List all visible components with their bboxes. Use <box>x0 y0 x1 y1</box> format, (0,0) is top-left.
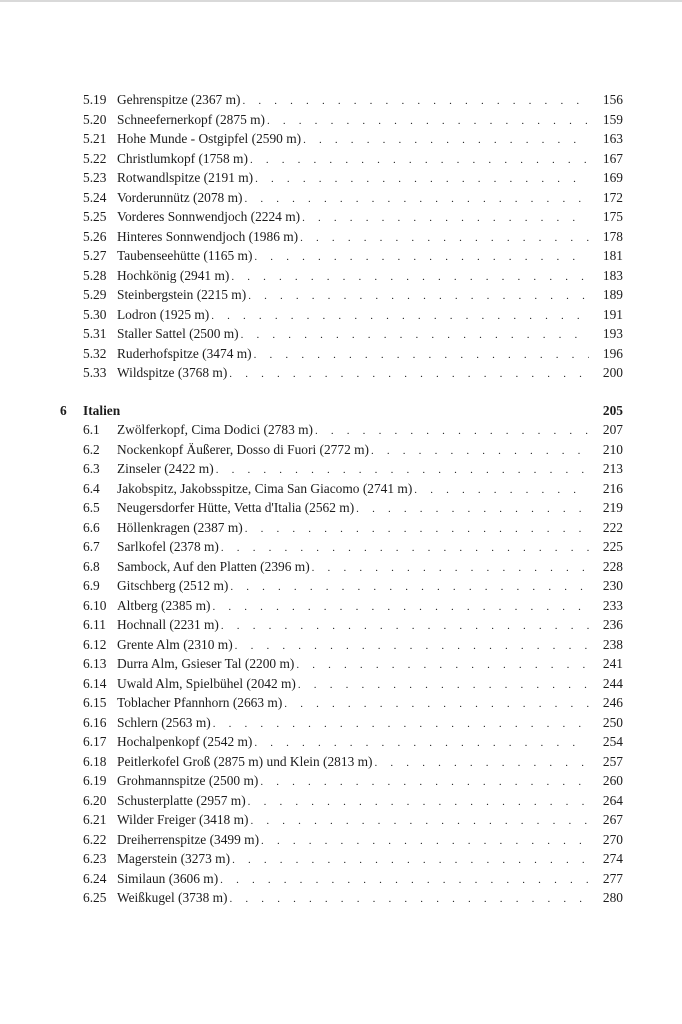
toc-entry[interactable] <box>83 888 623 908</box>
entry-title: Hohe Munde - Ostgipfel (2590 m) <box>117 131 302 146</box>
entry-title: Taubenseehütte (1165 m) <box>117 248 253 263</box>
entry-page: 228 <box>602 558 623 574</box>
dot-leader <box>303 131 589 151</box>
entry-page: 216 <box>602 480 623 496</box>
entry-title: Christlumkopf (1758 m) <box>117 150 248 166</box>
toc-entry[interactable] <box>83 654 623 674</box>
entry-page: 210 <box>602 441 623 457</box>
entry-page: 238 <box>602 636 623 652</box>
entry-number: 6.9 <box>83 578 100 593</box>
entry-page: 274 <box>602 851 623 866</box>
entry-page: 250 <box>602 714 623 730</box>
entry-number: 6.10 <box>83 597 107 613</box>
entry-title: Zinseler (2422 m) <box>117 461 214 476</box>
dot-leader <box>312 559 589 579</box>
dot-leader <box>232 851 589 871</box>
entry-page: 156 <box>602 92 623 107</box>
entry-title: Uwald Alm, Spielbühel (2042 m) <box>117 675 296 691</box>
entry-title: Neugersdorfer Hütte, Vetta d'Italia (2562 m) <box>117 500 355 515</box>
entry-number: 6.3 <box>83 461 100 476</box>
entry-title: Höllenkragen (2387 m) <box>117 519 243 535</box>
entry-title: Altberg (2385 m) <box>117 597 211 613</box>
toc-entry[interactable] <box>83 752 623 772</box>
dot-leader <box>221 617 589 637</box>
entry-title: Jakobspitz, Jakobsspitze, Cima San Giacomo (2741 m) <box>117 480 413 496</box>
entry-page: 207 <box>602 422 623 437</box>
toc-entry[interactable] <box>83 207 623 227</box>
entry-number: 6.24 <box>83 870 107 886</box>
toc-entry[interactable] <box>83 498 623 518</box>
entry-page: 241 <box>602 656 623 671</box>
entry-page: 225 <box>602 539 623 554</box>
entry-number: 6.18 <box>83 753 107 769</box>
toc-entry[interactable] <box>83 479 623 499</box>
entry-number: 6.4 <box>83 480 100 496</box>
dot-leader <box>231 268 589 288</box>
entry-page: 260 <box>602 773 623 788</box>
chapter-number: 6 <box>60 402 67 418</box>
dot-leader <box>254 248 589 268</box>
entry-number: 5.33 <box>83 365 107 380</box>
dot-leader <box>220 871 589 891</box>
dot-leader <box>255 170 589 190</box>
entry-title: Similaun (3606 m) <box>117 870 219 886</box>
entry-page: 163 <box>602 131 623 146</box>
entry-title: Hochkönig (2941 m) <box>117 267 230 283</box>
entry-number: 5.32 <box>83 345 107 361</box>
dot-leader <box>260 773 589 793</box>
entry-page: 193 <box>602 326 623 341</box>
entry-title: Vorderunnütz (2078 m) <box>117 189 243 205</box>
entry-number: 6.23 <box>83 851 107 866</box>
entry-number: 6.12 <box>83 636 107 652</box>
entry-number: 5.27 <box>83 248 107 263</box>
entry-number: 6.7 <box>83 539 100 554</box>
entry-page: 178 <box>602 228 623 244</box>
toc-entry[interactable] <box>83 537 623 557</box>
entry-page: 270 <box>602 831 623 847</box>
dot-leader <box>230 890 590 910</box>
entry-title: Schlern (2563 m) <box>117 714 211 730</box>
dot-leader <box>254 346 589 366</box>
dot-leader <box>298 676 589 696</box>
entry-title: Vorderes Sonnwendjoch (2224 m) <box>117 209 301 224</box>
entry-number: 6.15 <box>83 695 107 710</box>
dot-leader <box>212 598 589 618</box>
entry-title: Hinteres Sonnwendjoch (1986 m) <box>117 228 299 244</box>
entry-title: Grente Alm (2310 m) <box>117 636 233 652</box>
toc-entry[interactable] <box>83 810 623 830</box>
entry-page: 219 <box>602 500 623 515</box>
dot-leader <box>371 442 589 462</box>
entry-title: Gehrenspitze (2367 m) <box>117 92 241 107</box>
toc-entry[interactable] <box>83 771 623 791</box>
toc-entry[interactable] <box>83 188 623 208</box>
chapter-title: Italien <box>83 402 121 418</box>
top-border <box>0 0 682 2</box>
section-6-list <box>83 420 623 908</box>
dot-leader <box>414 481 589 501</box>
toc-entry[interactable] <box>83 518 623 538</box>
toc-entry[interactable] <box>83 420 623 440</box>
dot-leader <box>267 112 589 132</box>
entry-title: Wilder Freiger (3418 m) <box>117 812 249 827</box>
entry-number: 6.13 <box>83 656 107 671</box>
dot-leader <box>242 92 589 112</box>
entry-page: 222 <box>602 519 623 535</box>
entry-page: 236 <box>602 617 623 632</box>
entry-number: 6.20 <box>83 792 107 808</box>
dot-leader <box>250 151 589 171</box>
dot-leader <box>213 715 589 735</box>
entry-title: Toblacher Pfannhorn (2663 m) <box>117 695 283 710</box>
section-5-list <box>83 90 623 383</box>
dot-leader <box>356 500 589 520</box>
entry-page: 244 <box>602 675 623 691</box>
toc-entry[interactable] <box>83 344 623 364</box>
dot-leader <box>211 307 589 327</box>
entry-page: 191 <box>602 306 623 322</box>
entry-number: 6.5 <box>83 500 100 515</box>
toc-entry[interactable] <box>83 674 623 694</box>
entry-number: 6.11 <box>83 617 106 632</box>
toc-entry[interactable] <box>83 713 623 733</box>
toc-entry[interactable] <box>83 459 623 479</box>
entry-number: 6.25 <box>83 890 107 905</box>
toc-entry[interactable] <box>83 615 623 635</box>
dot-leader <box>241 326 589 346</box>
entry-page: 167 <box>602 150 623 166</box>
entry-title: Rotwandlspitze (2191 m) <box>117 170 254 185</box>
dot-leader <box>284 695 589 715</box>
entry-title: Magerstein (3273 m) <box>117 851 231 866</box>
entry-page: 181 <box>602 248 623 263</box>
entry-title: Schusterplatte (2957 m) <box>117 792 246 808</box>
toc-entry[interactable] <box>83 168 623 188</box>
entry-title: Grohmannspitze (2500 m) <box>117 773 259 788</box>
toc-entry[interactable] <box>83 90 623 110</box>
entry-title: Weißkugel (3738 m) <box>117 890 228 905</box>
entry-title: Peitlerkofel Groß (2875 m) und Klein (2813 m) <box>117 753 373 769</box>
toc-entry[interactable] <box>83 324 623 344</box>
toc-entry[interactable] <box>83 149 623 169</box>
entry-page: 213 <box>602 461 623 476</box>
entry-page: 172 <box>602 189 623 205</box>
toc-entry[interactable] <box>83 869 623 889</box>
entry-title: Wildspitze (3768 m) <box>117 365 228 380</box>
toc-entry[interactable] <box>83 576 623 596</box>
entry-title: Lodron (1925 m) <box>117 306 210 322</box>
dot-leader <box>248 287 589 307</box>
dot-leader <box>248 793 589 813</box>
entry-page: 233 <box>602 597 623 613</box>
entry-number: 5.26 <box>83 228 107 244</box>
entry-number: 5.23 <box>83 170 107 185</box>
entry-page: 183 <box>602 267 623 283</box>
entry-page: 189 <box>602 287 623 302</box>
entry-number: 6.16 <box>83 714 107 730</box>
table-of-contents <box>60 90 623 908</box>
dot-leader <box>300 229 589 249</box>
dot-leader <box>375 754 590 774</box>
entry-number: 5.19 <box>83 92 107 107</box>
entry-title: Sarlkofel (2378 m) <box>117 539 219 554</box>
entry-number: 5.22 <box>83 150 107 166</box>
entry-number: 6.2 <box>83 441 100 457</box>
toc-entry[interactable] <box>83 830 623 850</box>
entry-number: 5.20 <box>83 111 107 127</box>
entry-number: 5.31 <box>83 326 107 341</box>
entry-title: Steinbergstein (2215 m) <box>117 287 247 302</box>
toc-entry[interactable] <box>83 693 623 713</box>
entry-page: 277 <box>602 870 623 886</box>
entry-title: Staller Sattel (2500 m) <box>117 326 239 341</box>
entry-title: Sambock, Auf den Platten (2396 m) <box>117 558 310 574</box>
toc-entry[interactable] <box>83 363 623 383</box>
toc-entry[interactable] <box>83 110 623 130</box>
dot-leader <box>302 209 589 229</box>
toc-entry[interactable] <box>83 596 623 616</box>
entry-title: Zwölferkopf, Cima Dodici (2783 m) <box>117 422 313 437</box>
entry-title: Hochalpenkopf (2542 m) <box>117 734 253 749</box>
entry-title: Gitschberg (2512 m) <box>117 578 229 593</box>
entry-number: 6.21 <box>83 812 107 827</box>
toc-entry[interactable] <box>83 305 623 325</box>
entry-page: 267 <box>602 812 623 827</box>
entry-number: 6.19 <box>83 773 107 788</box>
toc-entry[interactable] <box>83 246 623 266</box>
entry-title: Nockenkopf Äußerer, Dosso di Fuori (2772 m) <box>117 441 369 457</box>
entry-page: 264 <box>602 792 623 808</box>
entry-page: 257 <box>602 753 623 769</box>
dot-leader <box>229 365 589 385</box>
toc-entry[interactable] <box>83 849 623 869</box>
dot-leader <box>296 656 589 676</box>
entry-title: Dreiherrenspitze (3499 m) <box>117 831 260 847</box>
entry-page: 159 <box>602 111 623 127</box>
entry-number: 6.14 <box>83 675 107 691</box>
toc-entry[interactable] <box>83 732 623 752</box>
entry-number: 6.1 <box>83 422 100 437</box>
entry-number: 6.8 <box>83 558 100 574</box>
entry-number: 5.29 <box>83 287 107 302</box>
entry-title: Hochnall (2231 m) <box>117 617 219 632</box>
entry-page: 175 <box>602 209 623 224</box>
entry-page: 196 <box>602 345 623 361</box>
entry-number: 6.6 <box>83 519 100 535</box>
entry-number: 5.30 <box>83 306 107 322</box>
entry-page: 280 <box>602 890 623 905</box>
toc-entry[interactable] <box>83 557 623 577</box>
entry-number: 6.22 <box>83 831 107 847</box>
entry-page: 200 <box>602 365 623 380</box>
entry-title: Ruderhofspitze (3474 m) <box>117 345 252 361</box>
entry-title: Durra Alm, Gsieser Tal (2200 m) <box>117 656 295 671</box>
entry-page: 246 <box>602 695 623 710</box>
entry-title: Schneefernerkopf (2875 m) <box>117 111 265 127</box>
entry-page: 169 <box>602 170 623 185</box>
entry-number: 5.28 <box>83 267 107 283</box>
entry-number: 5.24 <box>83 189 107 205</box>
toc-entry[interactable] <box>83 635 623 655</box>
entry-number: 6.17 <box>83 734 107 749</box>
dot-leader <box>245 520 589 540</box>
toc-entry[interactable] <box>83 440 623 460</box>
entry-page: 230 <box>602 578 623 593</box>
toc-entry[interactable] <box>83 791 623 811</box>
dot-leader <box>250 812 589 832</box>
toc-entry[interactable] <box>83 227 623 247</box>
toc-entry[interactable] <box>83 129 623 149</box>
entry-number: 5.21 <box>83 131 107 146</box>
dot-leader <box>230 578 589 598</box>
toc-entry[interactable] <box>83 285 623 305</box>
dot-leader <box>261 832 589 852</box>
entry-page: 254 <box>602 734 623 749</box>
toc-entry[interactable] <box>83 266 623 286</box>
chapter-page: 205 <box>602 402 623 418</box>
entry-number: 5.25 <box>83 209 107 224</box>
chapter-heading[interactable] <box>60 401 623 421</box>
